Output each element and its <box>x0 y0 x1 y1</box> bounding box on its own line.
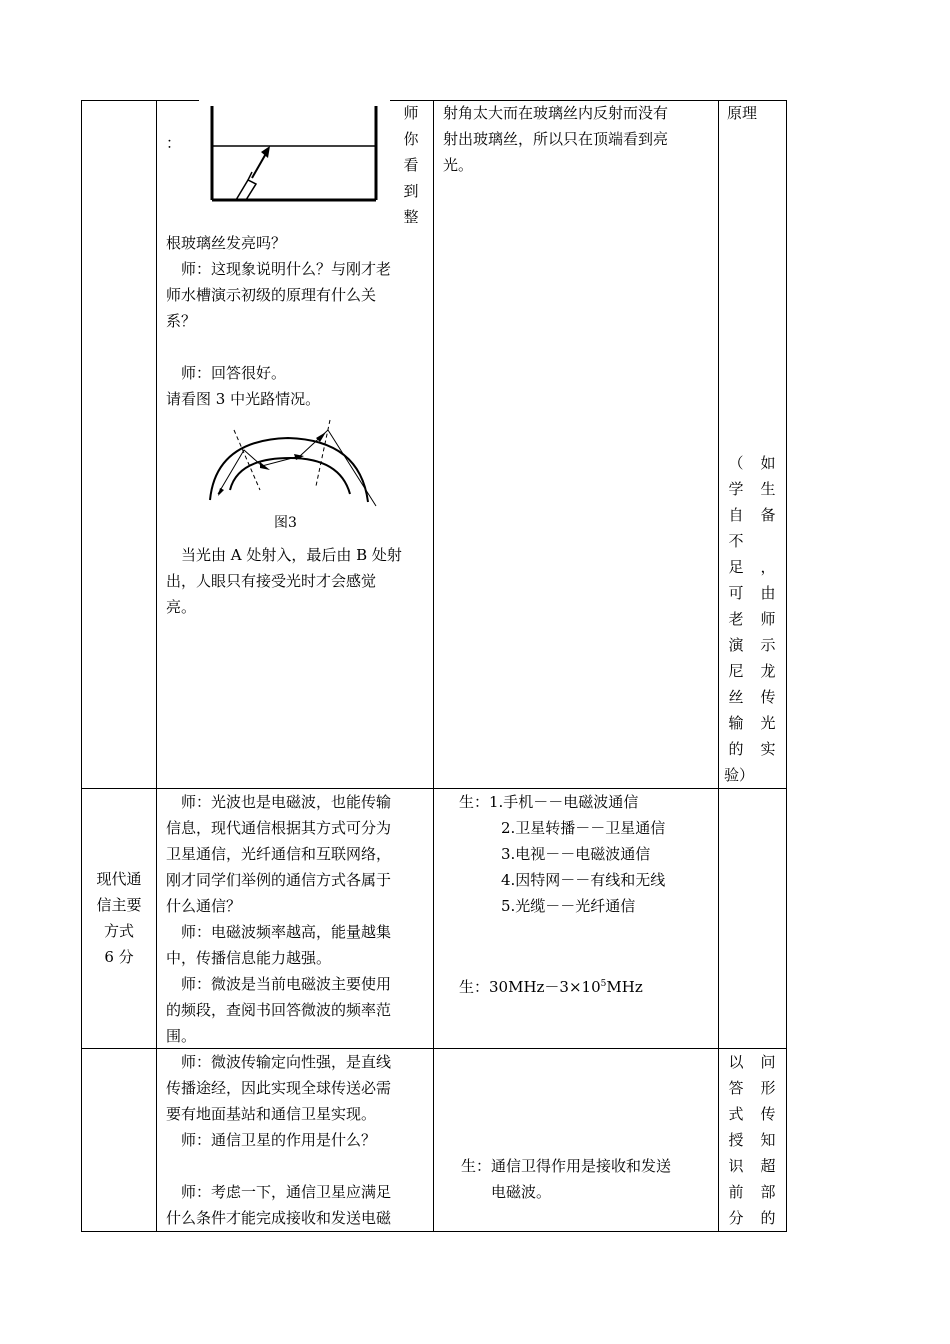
table-top-border <box>81 100 199 101</box>
principle-label: 原理 <box>727 104 758 122</box>
table-bottom-border <box>81 1231 787 1232</box>
row3-note-left-column: 以 答 式 授 识 前 分 <box>728 1053 744 1227</box>
note-left-column: （ 学 自 不 足 可 老 演 尼 丝 输 的 验） <box>724 454 755 784</box>
column-border <box>81 100 82 1231</box>
note-right-column: 如 生 备 ， 由 师 示 龙 传 光 实 <box>760 454 776 758</box>
section-title-modern-communication: 现代通 信主要 方式 6 分 <box>96 870 142 966</box>
colon-text: ： <box>166 134 182 152</box>
water-tank-figure <box>200 100 390 204</box>
column-border <box>718 100 719 1231</box>
microwave-frequency-answer: 生：$30MHz-3\times 10^5MHz$ <box>459 978 643 996</box>
column-border <box>786 100 787 1231</box>
row3-note-right-column: 问 形 传 知 超 部 的 <box>760 1053 776 1227</box>
column-border <box>156 100 157 1231</box>
teacher-vertical-text: 师 你 看 到 整 <box>403 104 419 226</box>
column-border <box>433 100 434 1231</box>
figure-3-fiber-light-path <box>200 418 380 510</box>
figure-3-caption: 图3 <box>274 515 297 531</box>
